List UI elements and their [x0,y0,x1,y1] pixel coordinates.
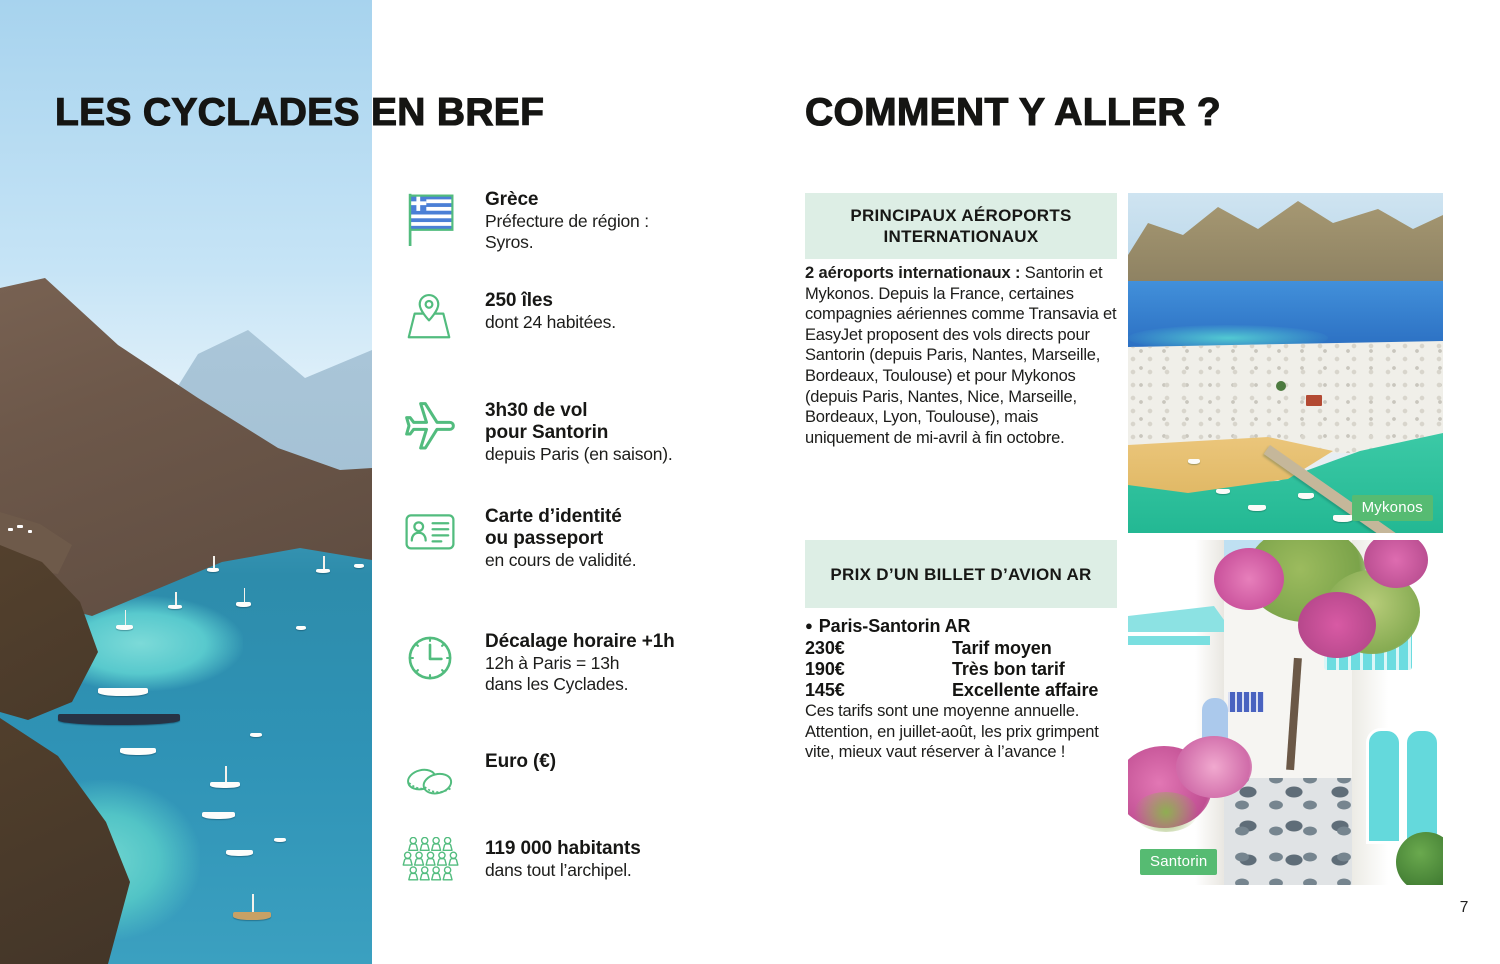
fact-bold-line: Carte d’identité [485,506,622,527]
hull [274,838,286,842]
fact-line: en cours de validité. [485,550,637,570]
fact-text [464,630,730,695]
hull [296,626,306,630]
right-page-title: COMMENT Y ALLER ? [805,91,1222,134]
white-village [28,530,32,533]
sailboat [207,556,219,572]
price-row [805,680,1098,701]
turquoise-arched-door [1366,728,1402,844]
mast [323,556,325,569]
fact-line: 12h à Paris = 13h [485,653,620,673]
boat [58,714,180,725]
bullet-icon: ● [805,618,813,633]
fact-bold-line: pour Santorin [485,422,609,443]
boat [120,748,156,755]
sailboat [316,556,330,573]
greek-flag-icon [402,188,464,255]
fact-text [464,750,730,773]
fact-line: depuis Paris (en saison). [485,444,673,464]
mast [125,610,127,625]
mast [213,556,215,568]
santorini-caldera-photo [0,0,372,964]
white-village [17,525,23,528]
fact-item [402,750,730,801]
fact-bold-line: Décalage horaire +1h [485,631,675,652]
fact-bold-line: ou passeport [485,528,604,549]
left-page-title: LES CYCLADES EN BREF [55,91,545,134]
boat [1298,493,1314,499]
bougainvillea-flowers [1298,592,1376,658]
price-value: 145€ [805,680,845,700]
price-label: Très bon tarif [952,659,1065,679]
boat [202,812,235,819]
airplane-icon [402,399,464,460]
prices-header: PRIX D’UN BILLET D’AVION AR [830,564,1092,584]
fact-item [402,837,730,886]
map-pin-icon [402,289,464,350]
white-village [8,528,13,531]
fact-line: dont 24 habitées. [485,312,616,332]
hull [202,812,235,819]
fact-text [464,188,730,253]
fact-bold-line: Grèce [485,189,539,210]
mast [252,894,254,912]
route-line [805,616,970,637]
hull [233,912,271,920]
fact-item [402,289,730,350]
fact-item [402,188,730,255]
airports-header: PRINCIPAUX AÉROPORTS INTERNATIONAUX [850,206,1072,246]
price-row [805,638,1052,659]
fact-bold-line: 3h30 de vol [485,400,588,421]
blue-balcony [1228,692,1264,712]
sailboat [210,766,240,788]
fact-text [464,837,730,881]
airports-paragraph [805,263,1119,448]
boat [1188,459,1200,464]
bougainvillea-flowers [1214,548,1284,610]
fact-text [464,289,730,333]
hull [236,602,251,607]
mast [244,588,246,602]
turquoise-railing [1128,636,1210,645]
hull [120,748,156,755]
page-number: 7 [1459,899,1469,916]
fact-bold-line: Euro (€) [485,751,556,772]
mast [225,766,227,782]
fact-text [464,505,730,571]
boat [1216,489,1230,494]
fact-item [402,630,730,695]
people-icon [402,837,464,886]
clock-icon [402,630,464,691]
boat [296,626,306,630]
prices-note: Ces tarifs sont une moyenne annuelle. Attention, en juillet-août, les prix grimpent vite, mieux vaut réserver à l’avance ! [805,702,1099,762]
santorin-street-photo [1128,540,1443,885]
hull [316,569,330,573]
price-label: Excellente affaire [952,680,1099,700]
mykonos-photo-label: Mykonos [1352,495,1433,521]
price-row [805,659,1065,680]
boat [250,733,262,737]
boat [274,838,286,842]
hull [116,625,133,630]
hull [250,733,262,737]
sailboat [116,610,133,630]
red-roof-building [1306,395,1322,406]
boat [226,850,253,856]
boat [1333,515,1353,522]
coins-icon [402,750,464,801]
foliage [1134,792,1198,832]
flower-bush [1176,736,1252,798]
airports-body: Santorin et Mykonos. Depuis la France, certaines compagnies aériennes comme Transavia et EasyJet proposent des vols directs pour Santorin (depuis Paris, Nantes, Marseille, Bordeaux, Toulouse) et pour Mykonos (depuis Paris, Nantes, Nice, Marseille, Bordeaux, Lyon, Toulouse), mais uniquement de mi-avril à fin octobre. [805,264,1117,447]
turquoise-arched-door [1404,728,1440,844]
fact-line: Préfecture de région : [485,211,649,231]
mast [175,592,177,605]
fact-line: dans tout l’archipel. [485,860,632,880]
santorin-photo-label: Santorin [1140,849,1217,875]
fact-item [402,399,730,465]
sailboat [236,588,251,607]
boat [1248,505,1266,511]
route-name: Paris-Santorin AR [818,616,971,636]
hull [98,688,148,696]
hull [207,568,219,572]
boat [98,688,148,696]
white-town [1128,341,1443,453]
prices-header-box [805,540,1117,608]
hull [354,564,364,568]
fact-text [464,399,730,465]
id-card-icon [402,505,464,562]
hull [58,714,180,725]
airports-lead: 2 aéroports internationaux : [805,264,1021,282]
fact-bold-line: 250 îles [485,290,553,311]
fact-line: Syros. [485,232,534,252]
price-value: 190€ [805,659,845,679]
mykonos-photo [1128,193,1443,533]
hull [168,605,182,609]
fact-line: dans les Cyclades. [485,674,629,694]
hull [226,850,253,856]
boat [354,564,364,568]
price-value: 230€ [805,638,845,658]
price-label: Tarif moyen [952,638,1052,658]
sailboat [233,894,271,920]
fact-item [402,505,730,571]
hull [210,782,240,788]
airports-header-box [805,193,1117,259]
sailboat [168,592,182,609]
fact-bold-line: 119 000 habitants [485,838,641,859]
tree [1276,381,1286,391]
